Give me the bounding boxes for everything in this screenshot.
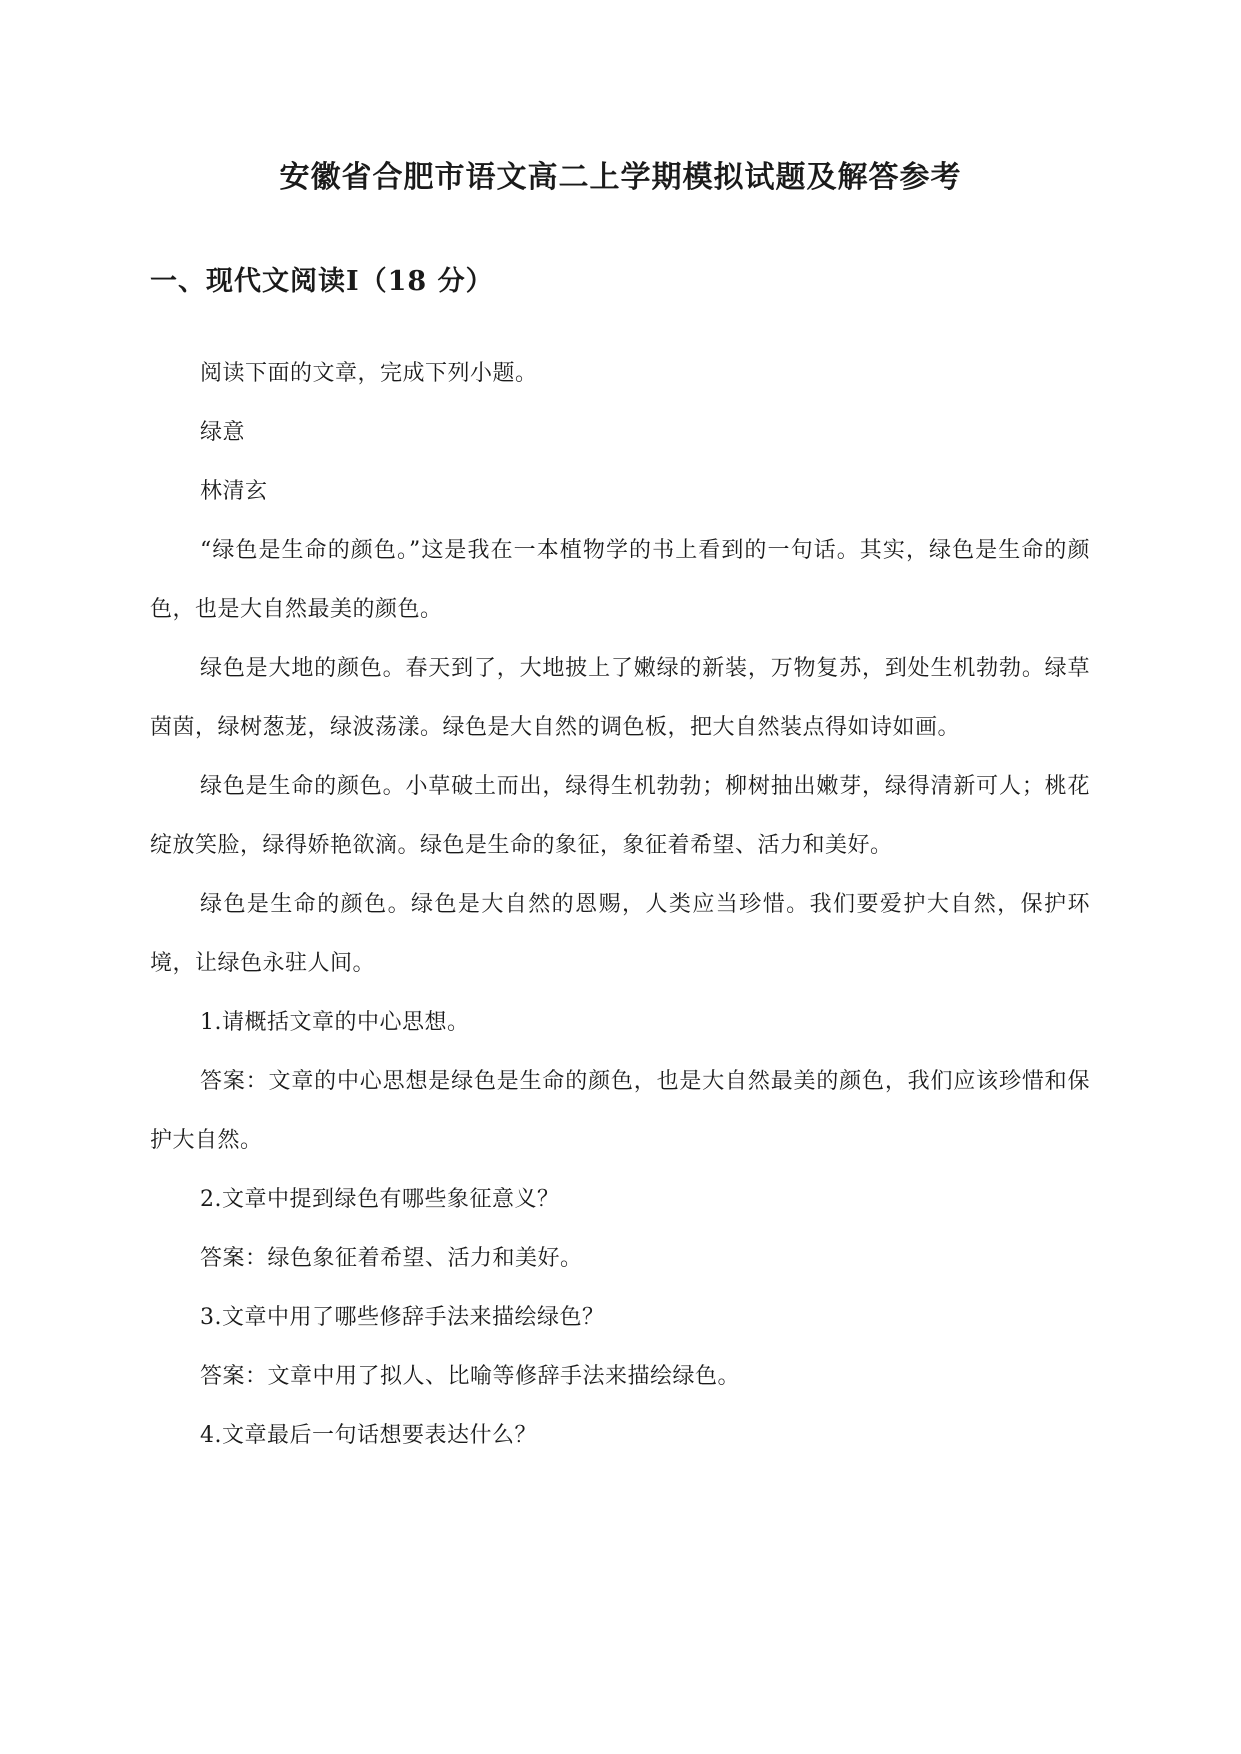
question-text: 2.文章中提到绿色有哪些象征意义？ [200, 1187, 560, 1212]
passage-content [150, 344, 1090, 1465]
question-text: 3.文章中用了哪些修辞手法来描绘绿色？ [200, 1305, 605, 1330]
article-paragraph: “绿色是生命的颜色。”这是我在一本植物学的书上看到的一句话。其实，绿色是生命的颜色，也是大自然最美的颜色。 [150, 538, 1090, 622]
article-paragraph: 绿色是生命的颜色。绿色是大自然的恩赐，人类应当珍惜。我们要爱护大自然，保护环境，让绿色永驻人间。 [150, 892, 1090, 976]
article-title: 绿意 [200, 420, 246, 445]
answer-text: 答案：文章中用了拟人、比喻等修辞手法来描绘绿色。 [200, 1364, 741, 1389]
article-paragraph: 绿色是大地的颜色。春天到了，大地披上了嫩绿的新装，万物复苏，到处生机勃勃。绿草茵茵，绿树葱茏，绿波荡漾。绿色是大自然的调色板，把大自然装点得如诗如画。 [150, 656, 1090, 740]
document-title: 安徽省合肥市语文高二上学期模拟试题及解答参考 [279, 160, 962, 195]
answer-text: 答案：绿色象征着希望、活力和美好。 [200, 1246, 583, 1271]
question-text: 1.请概括文章的中心思想。 [200, 1010, 470, 1035]
reading-instruction: 阅读下面的文章，完成下列小题。 [200, 361, 538, 386]
answer-text: 答案：文章的中心思想是绿色是生命的颜色，也是大自然最美的颜色，我们应该珍惜和保护大自然。 [150, 1069, 1090, 1153]
question-text: 4.文章最后一句话想要表达什么？ [200, 1423, 537, 1448]
section-heading: 一、现代文阅读Ⅰ（18 分） [150, 266, 494, 297]
article-paragraph: 绿色是生命的颜色。小草破土而出，绿得生机勃勃；柳树抽出嫩芽，绿得清新可人；桃花绽放笑脸，绿得娇艳欲滴。绿色是生命的象征，象征着希望、活力和美好。 [150, 774, 1090, 858]
article-author: 林清玄 [200, 479, 268, 504]
